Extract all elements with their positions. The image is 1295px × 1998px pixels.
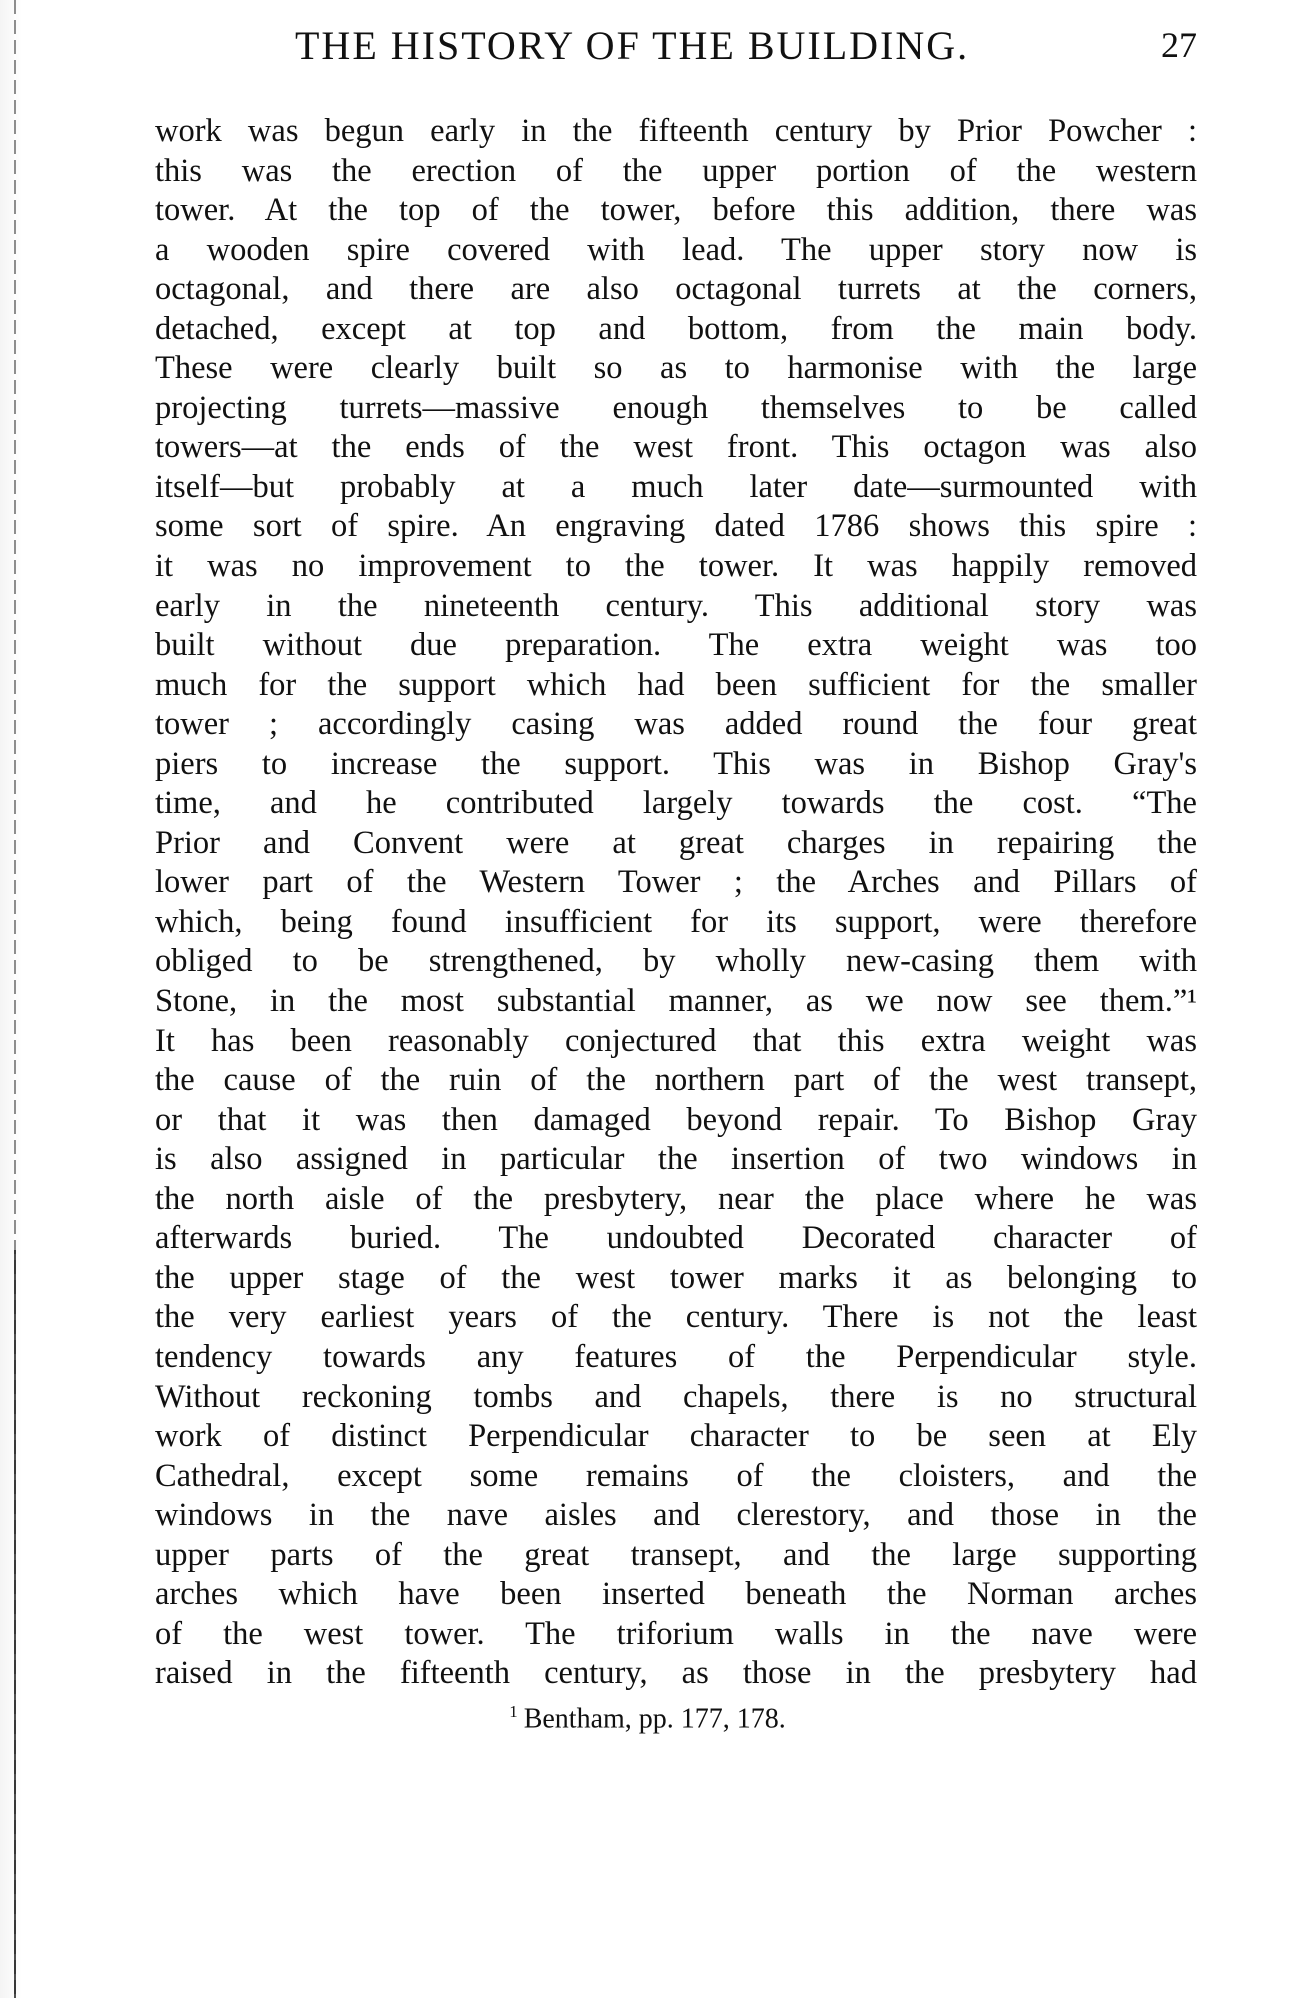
running-title: THE HISTORY OF THE BUILDING. [295, 23, 970, 68]
text-line: Cathedral, except some remains of the cloisters, and the [155, 1457, 1197, 1494]
text-line: upper parts of the great transept, and the large supporting [155, 1536, 1197, 1573]
text-line: These were clearly built so as to harmonise with the large [155, 350, 1197, 387]
text-line: It has been reasonably conjectured that this extra weight was [155, 1022, 1197, 1059]
text-line: is also assigned in particular the insertion of two windows in [155, 1141, 1197, 1178]
text-line: it was no improvement to the tower. It was happily removed [155, 548, 1197, 585]
text-line: early in the nineteenth century. This additional story was [155, 587, 1197, 624]
page-binding-edge [0, 0, 22, 1998]
page-number: 27 [1161, 25, 1197, 65]
text-line: or that it was then damaged beyond repair. To Bishop Gray [155, 1101, 1197, 1138]
text-line: the north aisle of the presbytery, near the place where he was [155, 1180, 1197, 1217]
text-line: lower part of the Western Tower ; the Arches and Pillars of [155, 864, 1197, 901]
text-line: this was the erection of the upper portion of the western [155, 152, 1197, 189]
text-line: octagonal, and there are also octagonal turrets at the corners, [155, 271, 1197, 308]
binding-shadow-line-lower [14, 1250, 16, 1998]
text-line: Without reckoning tombs and chapels, there is no structural [155, 1378, 1197, 1415]
text-line: raised in the fifteenth century, as those in the presbytery had [155, 1655, 1197, 1692]
text-line: of the west tower. The triforium walls in the nave were [155, 1615, 1197, 1652]
text-line: tower. At the top of the tower, before this addition, there was [155, 192, 1197, 229]
text-line: Prior and Convent were at great charges in repairing the [155, 824, 1197, 861]
text-line: tower ; accordingly casing was added round the four great [155, 706, 1197, 743]
text-line: the upper stage of the west tower marks it as belonging to [155, 1259, 1197, 1296]
text-line: the very earliest years of the century. There is not the least [155, 1299, 1197, 1336]
footnote-marker: 1 [509, 1702, 518, 1721]
text-line: afterwards buried. The undoubted Decorated character of [155, 1220, 1197, 1257]
body-text [155, 112, 1197, 1694]
footnote [0, 1702, 1295, 1735]
text-line: obliged to be strengthened, by wholly new-casing them with [155, 943, 1197, 980]
text-line: built without due preparation. The extra weight was too [155, 627, 1197, 664]
text-line: towers—at the ends of the west front. This octagon was also [155, 429, 1197, 466]
text-line: detached, except at top and bottom, from the main body. [155, 310, 1197, 347]
text-line: much for the support which had been sufficient for the smaller [155, 666, 1197, 703]
text-line: the cause of the ruin of the northern part of the west transept, [155, 1062, 1197, 1099]
text-line: some sort of spire. An engraving dated 1786 shows this spire : [155, 508, 1197, 545]
page-header [155, 22, 1197, 72]
text-line: arches which have been inserted beneath the Norman arches [155, 1576, 1197, 1613]
text-line: tendency towards any features of the Perpendicular style. [155, 1338, 1197, 1375]
text-line: work of distinct Perpendicular character to be seen at Ely [155, 1418, 1197, 1455]
text-line: windows in the nave aisles and clerestory, and those in the [155, 1497, 1197, 1534]
text-line: which, being found insufficient for its support, were therefore [155, 903, 1197, 940]
footnote-text: Bentham, pp. 177, 178. [523, 1703, 786, 1735]
text-line: piers to increase the support. This was in Bishop Gray's [155, 745, 1197, 782]
text-line: itself—but probably at a much later date—surmounted with [155, 468, 1197, 505]
text-line: time, and he contributed largely towards the cost. “The [155, 785, 1197, 822]
text-line: projecting turrets—massive enough themselves to be called [155, 389, 1197, 426]
text-line: a wooden spire covered with lead. The upper story now is [155, 231, 1197, 268]
text-line: work was begun early in the fifteenth century by Prior Powcher : [155, 113, 1197, 149]
text-line: Stone, in the most substantial manner, as we now see them.”¹ [155, 983, 1197, 1020]
